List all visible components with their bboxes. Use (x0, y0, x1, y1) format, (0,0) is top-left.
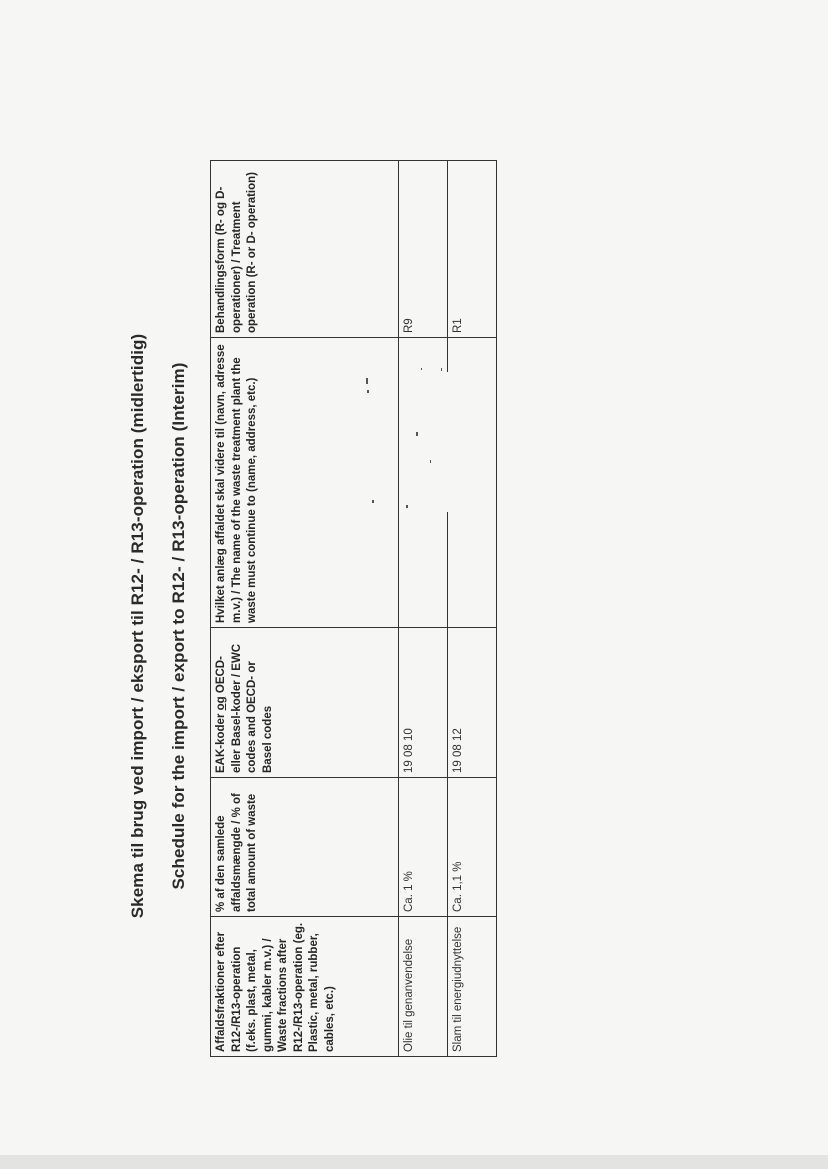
table-row (448, 161, 497, 1057)
cell-operation: R9 (399, 161, 448, 338)
cell-percent: Ca. 1 % (399, 778, 448, 917)
scan-bottom-edge (0, 1155, 828, 1169)
header-codes (211, 628, 399, 778)
cell-fraction: Olie til genanvendelse (399, 917, 448, 1057)
header-codes-og: og (215, 696, 227, 711)
header-treatment-plant: Hvilket anlæg affaldet skal videre til (navn, adresse m.v.) / The name of the waste treatment plant the waste must continue to (name, address, etc.) (211, 338, 399, 628)
table-header-row (211, 161, 399, 1057)
schedule-table (210, 160, 497, 1057)
cell-percent: Ca. 1,1 % (448, 778, 497, 917)
header-percent-of-total: % af den samlede affaldsmængde / % of total amount of waste (211, 778, 399, 917)
redaction-area (407, 372, 463, 512)
cell-operation: R1 (448, 161, 497, 338)
cell-code: 19 08 10 (399, 628, 448, 778)
title-danish: Skema til brug ved import / eksport til R12- / R13-operation (midlertidig) (128, 333, 147, 919)
table-row (399, 161, 448, 1057)
cell-code: 19 08 12 (448, 628, 497, 778)
cell-fraction: Slam til energiudnyttelse (448, 917, 497, 1057)
header-codes-suffix: OECD- eller Basel-koder / EWC codes and OECD- or Basel codes (215, 643, 274, 773)
title-english: Schedule for the import / export to R12- / R13-operation (Interim) (169, 362, 188, 890)
header-treatment-operation: Behandlingsform (R- og D- operationer) / Treatment operation (R- or D- operation) (211, 161, 399, 338)
header-waste-fractions: Affaldsfraktioner efter R12-/R13-operation (f.eks. plast, metal, gummi, kabler m.v.) / Waste fractions after R12-/R13-operation (eg. Plastic, metal, rubber, cables, etc.) (211, 917, 399, 1057)
header-codes-prefix: EAK-koder (215, 710, 227, 773)
